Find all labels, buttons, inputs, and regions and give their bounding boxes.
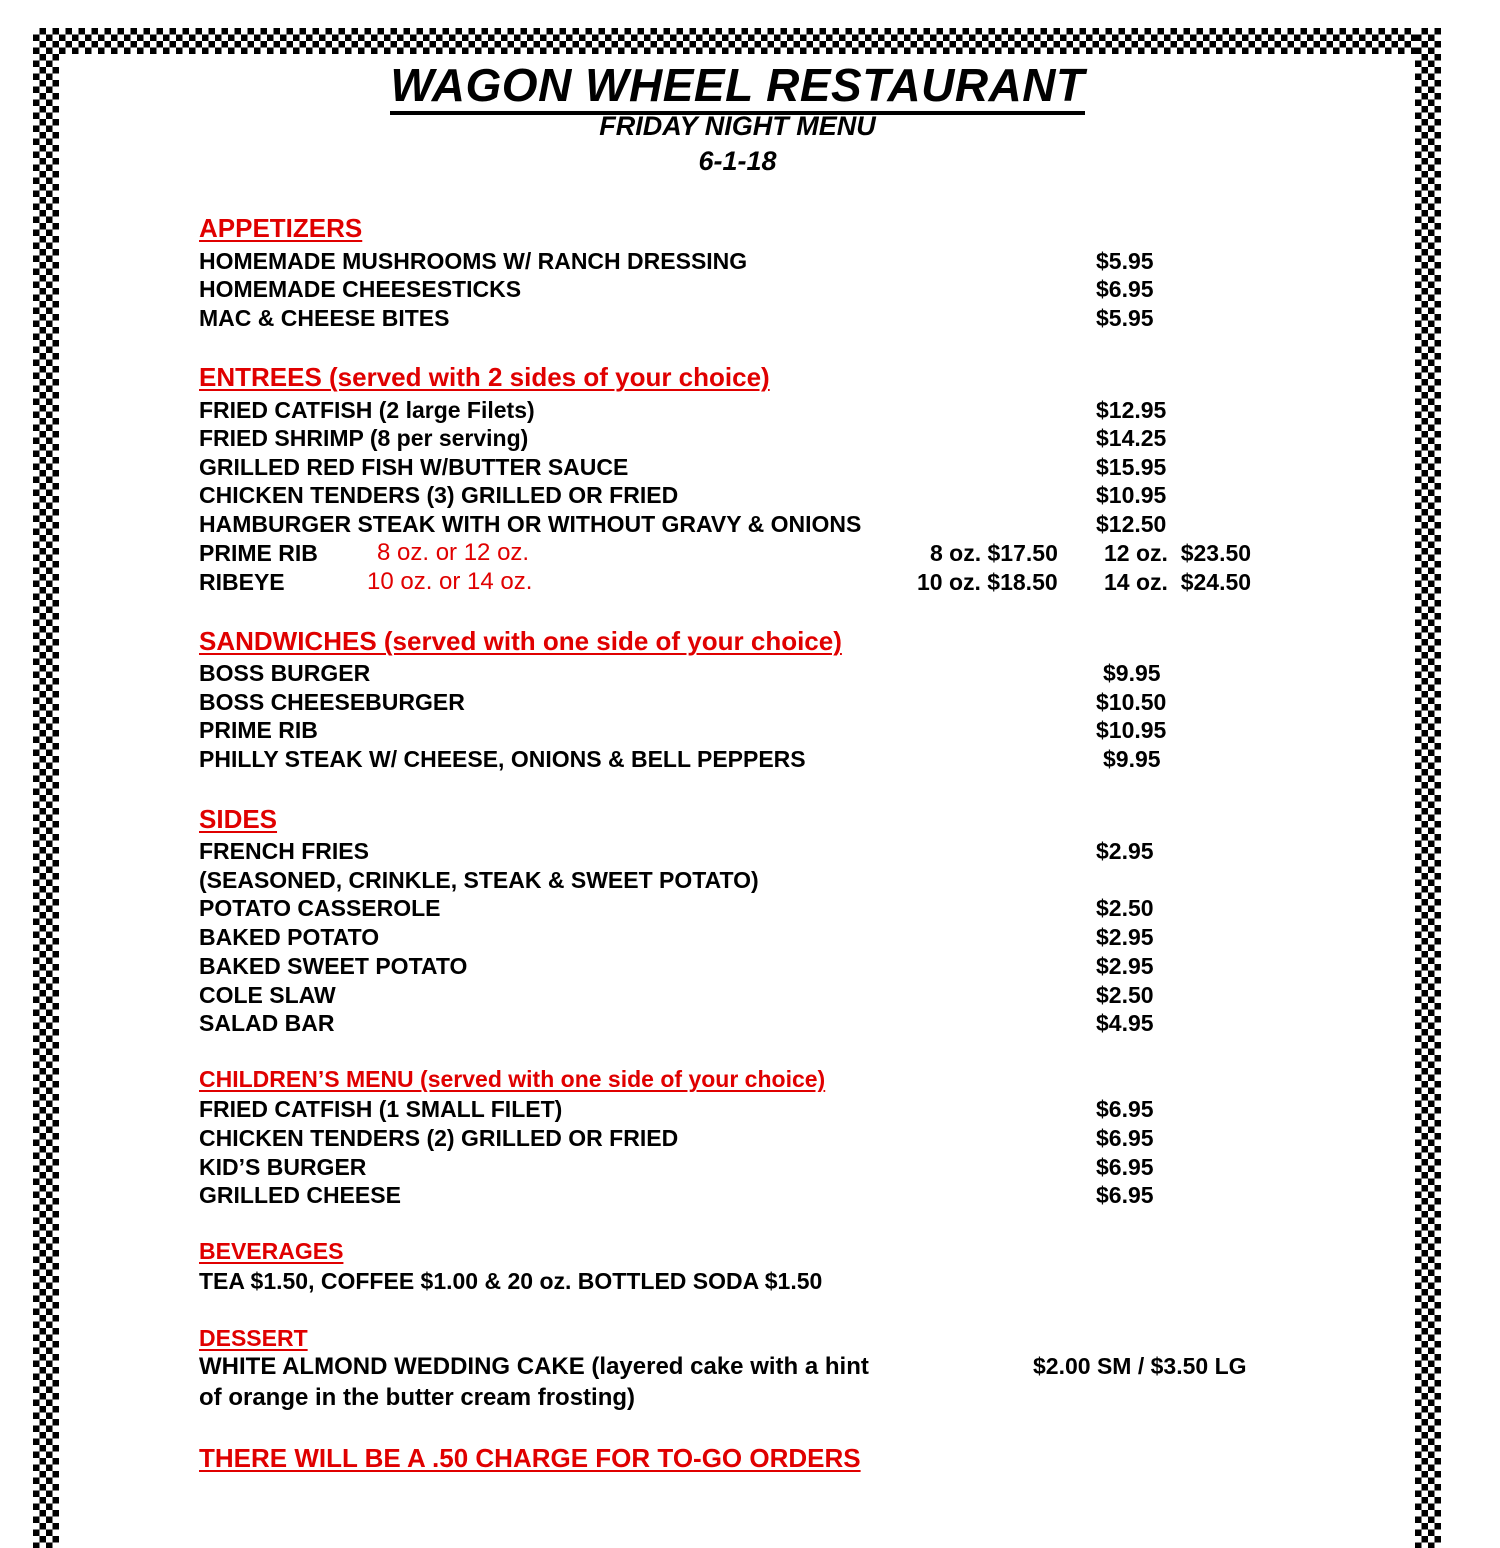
menu-item-price: $10.50 [1096, 689, 1167, 715]
menu-item-price: $6.95 [1096, 1125, 1154, 1151]
menu-item-price: $5.95 [1096, 305, 1154, 331]
beverages-heading: BEVERAGES [199, 1238, 344, 1264]
menu-subtitle: FRIDAY NIGHT MENU [599, 111, 876, 141]
steak-item-options: 8 oz. or 12 oz. [377, 539, 530, 566]
menu-item-price: $6.95 [1096, 1182, 1154, 1208]
menu-item-price: $6.95 [1096, 276, 1154, 302]
menu-item-price: $2.95 [1096, 953, 1154, 979]
menu-item-name: COLE SLAW [199, 982, 336, 1008]
checkered-border-top [33, 28, 1441, 54]
menu-item-price: $9.95 [1103, 746, 1161, 772]
menu-item-price: $4.95 [1096, 1010, 1154, 1036]
menu-item-name: FRIED CATFISH (2 large Filets) [199, 397, 535, 423]
menu-item-name: MAC & CHEESE BITES [199, 305, 450, 331]
steak-price-large: 14 oz. $24.50 [1104, 569, 1252, 595]
menu-item-name: POTATO CASSEROLE [199, 895, 441, 921]
menu-item-name: BAKED POTATO [199, 924, 380, 950]
dessert-heading: DESSERT [199, 1325, 308, 1351]
childrens-menu-heading: CHILDREN’S MENU (served with one side of your choice) [199, 1066, 826, 1092]
sides-heading: SIDES [199, 804, 278, 834]
menu-item-name: KID’S BURGER [199, 1154, 367, 1180]
entrees-heading: ENTREES (served with 2 sides of your choice) [199, 362, 770, 392]
dessert-price: $2.00 SM / $3.50 LG [1033, 1353, 1247, 1379]
menu-item-price: $12.50 [1096, 511, 1167, 537]
menu-item-name: HOMEMADE CHEESESTICKS [199, 276, 522, 302]
menu-date: 6-1-18 [698, 146, 777, 176]
menu-item-name: FRENCH FRIES [199, 838, 369, 864]
menu-item-note: (SEASONED, CRINKLE, STEAK & SWEET POTATO) [199, 867, 759, 893]
menu-item-price: $10.95 [1096, 482, 1167, 508]
menu-item-name: FRIED SHRIMP (8 per serving) [199, 425, 529, 451]
menu-item-name: GRILLED CHEESE [199, 1182, 401, 1208]
menu-item-price: $15.95 [1096, 454, 1167, 480]
menu-item-price: $6.95 [1096, 1154, 1154, 1180]
menu-item-price: $2.95 [1096, 838, 1154, 864]
sandwiches-heading: SANDWICHES (served with one side of your choice) [199, 626, 842, 656]
checkered-border-right [1415, 28, 1441, 1548]
menu-title: WAGON WHEEL RESTAURANT [0, 58, 1475, 112]
menu-item-price: $2.50 [1096, 895, 1154, 921]
menu-item-price: $5.95 [1096, 248, 1154, 274]
steak-item-name: RIBEYE [199, 569, 285, 595]
menu-item-name: HOMEMADE MUSHROOMS W/ RANCH DRESSING [199, 248, 748, 274]
menu-item-name: BAKED SWEET POTATO [199, 953, 468, 979]
menu-item-name: GRILLED RED FISH W/BUTTER SAUCE [199, 454, 629, 480]
menu-item-name: HAMBURGER STEAK WITH OR WITHOUT GRAVY & ONIONS [199, 511, 862, 537]
menu-item-price: $9.95 [1103, 660, 1161, 686]
appetizers-heading: APPETIZERS [199, 213, 363, 243]
menu-item-name: PHILLY STEAK W/ CHEESE, ONIONS & BELL PEPPERS [199, 746, 806, 772]
menu-item-price: $14.25 [1096, 425, 1167, 451]
menu-item-price: $10.95 [1096, 717, 1167, 743]
menu-item-name: SALAD BAR [199, 1010, 335, 1036]
steak-price-small: 10 oz. $18.50 [917, 569, 1058, 595]
menu-item-price: $2.50 [1096, 982, 1154, 1008]
menu-item-name: CHICKEN TENDERS (2) GRILLED OR FRIED [199, 1125, 679, 1151]
steak-item-options: 10 oz. or 14 oz. [367, 568, 533, 595]
steak-item-name: PRIME RIB [199, 540, 318, 566]
menu-item-price: $6.95 [1096, 1096, 1154, 1122]
steak-price-small: 8 oz. $17.50 [930, 540, 1058, 566]
menu-item-name: FRIED CATFISH (1 SMALL FILET) [199, 1096, 563, 1122]
menu-item-name: PRIME RIB [199, 717, 318, 743]
menu-item-name: BOSS BURGER [199, 660, 371, 686]
to-go-charge-notice: THERE WILL BE A .50 CHARGE FOR TO-GO ORDERS [199, 1443, 861, 1473]
menu-item-price: $2.95 [1096, 924, 1154, 950]
menu-item-price: $12.95 [1096, 397, 1167, 423]
menu-item-name: BOSS CHEESEBURGER [199, 689, 465, 715]
beverages-text: TEA $1.50, COFFEE $1.00 & 20 oz. BOTTLED SODA $1.50 [199, 1268, 823, 1294]
menu-item-name: CHICKEN TENDERS (3) GRILLED OR FRIED [199, 482, 679, 508]
checkered-border-left [33, 28, 59, 1548]
dessert-description-line2: of orange in the butter cream frosting) [199, 1384, 636, 1411]
steak-price-large: 12 oz. $23.50 [1104, 540, 1252, 566]
dessert-description-line1: WHITE ALMOND WEDDING CAKE (layered cake with a hint [199, 1353, 869, 1380]
